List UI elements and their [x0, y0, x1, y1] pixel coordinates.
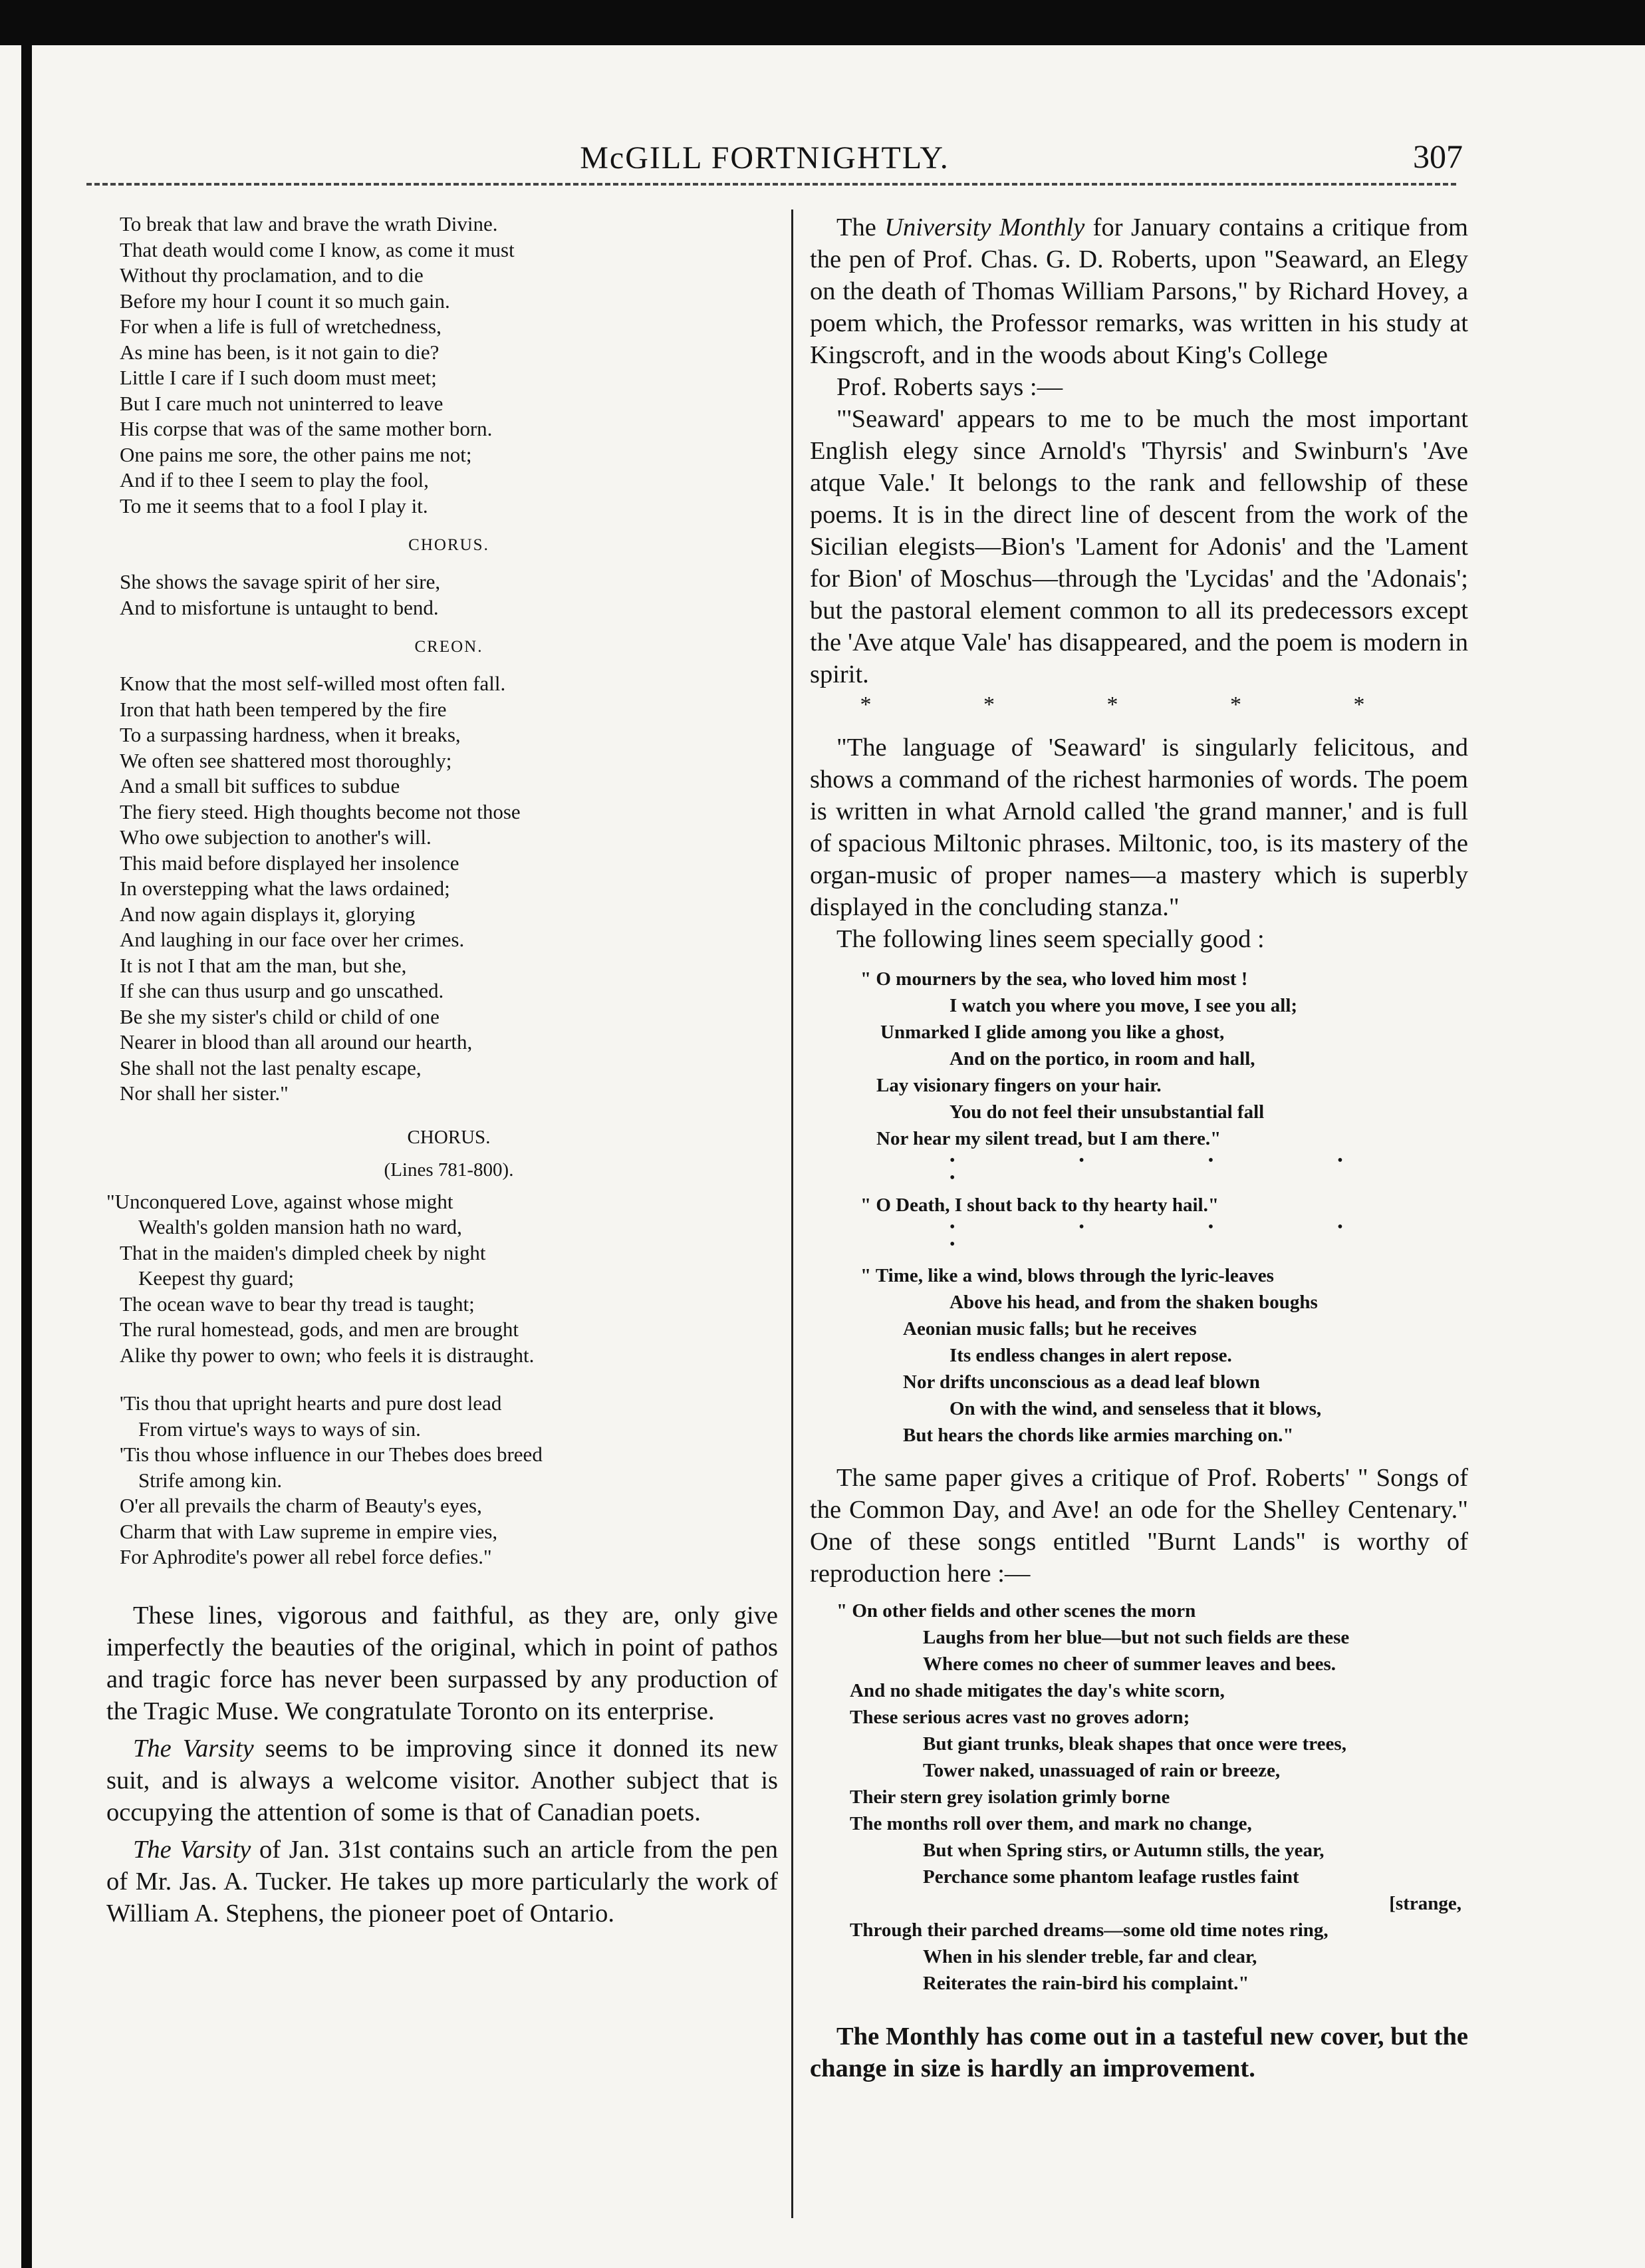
- verse-creon: [120, 671, 778, 1107]
- paragraph-text: of Jan. 31st contains such an article from the pen of Mr. Jas. A. Tucker. He takes up more particularly the work of William A. Stephens, the pioneer poet of Ontario.: [106, 1835, 778, 1927]
- verse-line: Lay visionary fingers on your hair.: [876, 1075, 1162, 1096]
- verse-line: Little I care if I such doom must meet;: [120, 366, 437, 389]
- verse-line: To break that law and brave the wrath Divine.: [120, 212, 498, 235]
- verse-line: It is not I that am the man, but she,: [120, 953, 407, 977]
- paragraph: These lines, vigorous and faithful, as they are, only give imperfectly the beauties of the original, which in point of pathos and tragic force has never been surpassed by any production of the Tragic Muse. We congratulate Toronto on its enterprise.: [106, 1601, 778, 1725]
- paragraph: The following lines seem specially good :: [836, 925, 1265, 953]
- verse-line: If she can thus usurp and go unscathed.: [120, 979, 444, 1002]
- paragraph-text: for January contains a critique from the pen of Prof. Chas. G. D. Roberts, upon "Seaward, an Elegy on the death of Thomas William Parsons," by Richard Hovey, a poem which, the Professor remarks, was written in his study at Kingscroft, and in the woods about King's College: [810, 213, 1468, 369]
- verse-line: I watch you where you move, I see you all;: [949, 995, 1298, 1016]
- verse-antigone: [120, 212, 778, 519]
- speaker-heading-chorus: CHORUS.: [408, 536, 489, 554]
- verse-line: O'er all prevails the charm of Beauty's eyes,: [120, 1494, 482, 1517]
- column-divider: [791, 210, 793, 2218]
- publication-title: University Monthly: [884, 213, 1085, 241]
- section-stars: * * * * *: [860, 692, 1418, 717]
- speaker-heading-chorus-2: CHORUS.: [407, 1126, 491, 1148]
- paragraph: [106, 1733, 778, 1828]
- publication-title: The Varsity: [133, 1835, 251, 1864]
- verse-line: Be she my sister's child or child of one: [120, 1004, 440, 1028]
- verse-line: " O mourners by the sea, who loved him most !: [860, 968, 1248, 990]
- left-scan-border: [21, 40, 32, 2268]
- section-dots: • • • • •: [949, 1218, 1403, 1253]
- verse-line: From virtue's ways to ways of sin.: [138, 1417, 421, 1441]
- verse-line: Nor shall her sister.": [120, 1081, 289, 1105]
- verse-line: And to misfortune is untaught to bend.: [120, 595, 439, 619]
- quote-seaward-1: [810, 966, 1468, 1152]
- verse-line: Above his head, and from the shaken boughs: [949, 1292, 1318, 1313]
- verse-line: And a small bit suffices to subdue: [120, 774, 400, 797]
- verse-line: For when a life is full of wretchedness,: [120, 315, 442, 338]
- verse-line: But when Spring stirs, or Autumn stills, the year,: [923, 1840, 1325, 1861]
- verse-line: In overstepping what the laws ordained;: [120, 877, 450, 900]
- verse-line: Laughs from her blue—but not such fields are these: [923, 1627, 1350, 1648]
- verse-line: [strange,: [1389, 1893, 1461, 1914]
- verse-line: Nor hear my silent tread, but I am there.": [876, 1128, 1221, 1149]
- verse-line: The rural homestead, gods, and men are brought: [120, 1318, 519, 1341]
- verse-line: Tower naked, unassuaged of rain or breeze,: [923, 1760, 1281, 1781]
- verse-line: Through their parched dreams—some old time notes ring,: [850, 1919, 1329, 1941]
- verse-line: Without thy proclamation, and to die: [120, 263, 424, 287]
- quote-seaward-2: " O Death, I shout back to thy hearty hail.": [860, 1195, 1219, 1216]
- paragraph: [810, 212, 1468, 371]
- page-header: [80, 133, 1463, 186]
- verse-line: Charm that with Law supreme in empire vies,: [120, 1519, 498, 1543]
- top-scan-border: [0, 0, 1645, 45]
- verse-line: Perchance some phantom leafage rustles faint: [923, 1866, 1299, 1888]
- paragraph: The same paper gives a critique of Prof. Roberts' " Songs of the Common Day, and Ave! an ode for the Shelley Centenary." One of these songs entitled "Burnt Lands" is worthy of reproduction here :—: [810, 1464, 1468, 1588]
- verse-line: And if to thee I seem to play the fool,: [120, 468, 429, 492]
- paragraph: Prof. Roberts says :—: [836, 373, 1063, 401]
- verse-line: Nor drifts unconscious as a dead leaf blown: [903, 1371, 1260, 1393]
- verse-line: Unmarked I glide among you like a ghost,: [880, 1022, 1225, 1043]
- verse-line: His corpse that was of the same mother born.: [120, 417, 493, 440]
- verse-line: That in the maiden's dimpled cheek by night: [120, 1240, 486, 1264]
- verse-line: Where comes no cheer of summer leaves and bees.: [923, 1653, 1336, 1675]
- verse-line: When in his slender treble, far and clear,: [923, 1946, 1257, 1967]
- verse-line: "Unconquered Love, against whose might: [106, 1189, 453, 1213]
- verse-line: " On other fields and other scenes the morn: [836, 1600, 1196, 1622]
- verse-line: On with the wind, and senseless that it blows,: [949, 1398, 1322, 1419]
- verse-line: For Aphrodite's power all rebel force defies.": [120, 1545, 492, 1568]
- verse-line: Reiterates the rain-bird his complaint.": [923, 1973, 1249, 1994]
- verse-chorus: [120, 569, 778, 621]
- verse-line: But giant trunks, bleak shapes that once were trees,: [923, 1733, 1346, 1755]
- verse-line: But hears the chords like armies marching on.": [903, 1425, 1294, 1446]
- paragraph-text: The: [836, 213, 885, 241]
- verse-line: We often see shattered most thoroughly;: [120, 748, 452, 772]
- speaker-heading-creon: CREON.: [414, 638, 483, 656]
- verse-line: Aeonian music falls; but he receives: [903, 1318, 1197, 1340]
- verse-line: Alike thy power to own; who feels it is distraught.: [120, 1343, 535, 1367]
- verse-line: Who owe subjection to another's will.: [120, 825, 432, 849]
- verse-line: Know that the most self-willed most often fall.: [120, 672, 506, 695]
- verse-line: To me it seems that to a fool I play it.: [120, 494, 428, 517]
- verse-line: Before my hour I count it so much gain.: [120, 289, 450, 313]
- verse-chorus-love-2: [120, 1391, 778, 1570]
- verse-line: 'Tis thou that upright hearts and pure dost lead: [120, 1391, 502, 1415]
- paragraph: The Monthly has come out in a tasteful new cover, but the change in size is hardly an improvement.: [810, 2023, 1468, 2082]
- running-title: McGILL FORTNIGHTLY.: [580, 140, 949, 176]
- verse-line: And laughing in our face over her crimes.: [120, 928, 465, 951]
- verse-line: She shows the savage spirit of her sire,: [120, 570, 441, 593]
- right-column: [810, 212, 1468, 2084]
- verse-line: Strife among kin.: [138, 1468, 283, 1492]
- paragraph: "'Seaward' appears to me to be much the most important English elegy since Arnold's 'Thyrsis' and Swinburn's 'Ave atque Vale.' It belongs to the rank and fellowship of these poems. It is in the direct line of descent from the work of the Sicilian elegists—Bion's 'Lament for Adonis' and the 'Lament for Bion' of Moschus—through the 'Lycidas' and the 'Adonais'; but the pastoral element common to all its predecessors except the 'Ave atque Vale' has disappeared, and the poem is modern in spirit.: [810, 405, 1468, 688]
- verse-line: The ocean wave to bear thy tread is taught;: [120, 1292, 475, 1316]
- verse-line: Their stern grey isolation grimly borne: [850, 1786, 1170, 1808]
- verse-line: To a surpassing hardness, when it breaks,: [120, 723, 461, 746]
- verse-line: Keepest thy guard;: [138, 1266, 295, 1290]
- verse-line: Nearer in blood than all around our hearth,: [120, 1030, 473, 1054]
- verse-line: You do not feel their unsubstantial fall: [949, 1101, 1265, 1123]
- verse-line: " Time, like a wind, blows through the lyric-leaves: [860, 1265, 1274, 1286]
- quote-seaward-3: [810, 1262, 1468, 1449]
- header-rule: [86, 183, 1456, 186]
- page-number: 307: [1413, 138, 1463, 175]
- verse-line: As mine has been, is it not gain to die?: [120, 340, 440, 364]
- verse-line: The months roll over them, and mark no change,: [850, 1813, 1252, 1834]
- verse-line: One pains me sore, the other pains me not;: [120, 442, 472, 466]
- lines-reference: (Lines 781-800).: [384, 1159, 514, 1181]
- verse-line: She shall not the last penalty escape,: [120, 1056, 422, 1079]
- verse-line: But I care much not uninterred to leave: [120, 391, 443, 415]
- verse-line: 'Tis thou whose influence in our Thebes does breed: [120, 1443, 543, 1466]
- verse-line: And no shade mitigates the day's white scorn,: [850, 1680, 1225, 1701]
- left-column: [106, 212, 778, 1929]
- verse-line: Wealth's golden mansion hath no ward,: [138, 1215, 462, 1238]
- paragraph: [106, 1834, 778, 1929]
- publication-title: The Varsity: [133, 1734, 254, 1763]
- verse-line: And now again displays it, glorying: [120, 902, 416, 926]
- verse-chorus-love-1: [106, 1189, 778, 1369]
- verse-line: That death would come I know, as come it must: [120, 237, 515, 261]
- stanza-gap: [120, 1368, 778, 1391]
- section-dots: • • • • •: [949, 1152, 1403, 1187]
- verse-line: These serious acres vast no groves adorn;: [850, 1707, 1190, 1728]
- verse-line: The fiery steed. High thoughts become not those: [120, 799, 521, 823]
- paragraph-text: seems to be improving since it donned its new suit, and is always a welcome visitor. Another subject that is occupying the attention of some is that of Canadian poets.: [106, 1734, 778, 1826]
- verse-line: Iron that hath been tempered by the fire: [120, 697, 447, 721]
- verse-line: Its endless changes in alert repose.: [949, 1345, 1232, 1366]
- verse-line: This maid before displayed her insolence: [120, 851, 459, 875]
- verse-line: And on the portico, in room and hall,: [949, 1048, 1255, 1069]
- paragraph: "The language of 'Seaward' is singularly felicitous, and shows a command of the richest harmonies of words. The poem is written in what Arnold called 'the grand manner,' and is full of spacious Miltonic phrases. Miltonic, too, is its mastery of the organ-music of proper names—a mastery which is superbly displayed in the concluding stanza.": [810, 734, 1468, 921]
- quote-burnt-lands: [810, 1598, 1468, 1997]
